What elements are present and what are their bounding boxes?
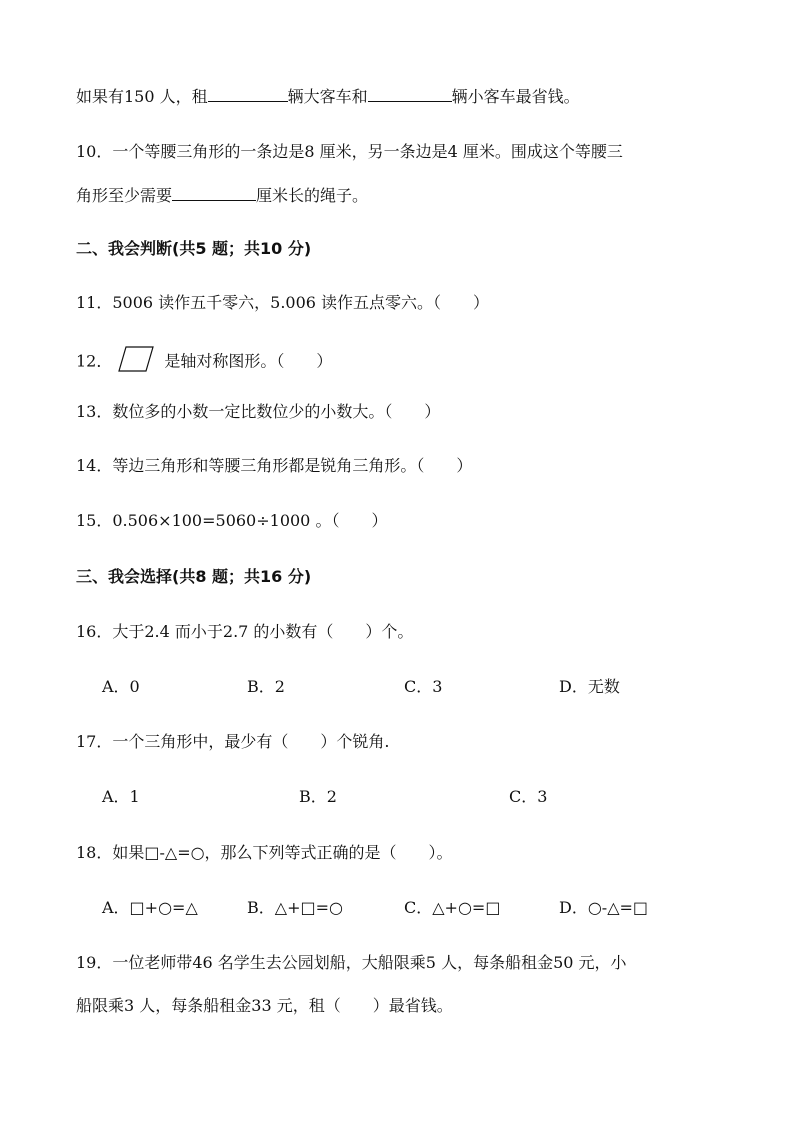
q9-blank-large-bus[interactable] [208, 85, 288, 102]
section2-heading: 二、我会判断(共5 题；共10 分) [76, 239, 312, 258]
q18-stem: 18．如果□-△=○，那么下列等式正确的是（ ）。 [76, 843, 453, 862]
q16-option-c[interactable]: C．3 [404, 677, 443, 696]
q10-line2 [76, 184, 368, 207]
q18-option-a[interactable]: A．□+○=△ [102, 898, 198, 917]
q16-option-b[interactable]: B．2 [247, 677, 285, 696]
q12-text: 是轴对称图形。（ ） [164, 351, 333, 371]
q17-option-b[interactable]: B．2 [299, 787, 337, 806]
q17-option-a[interactable]: A．1 [102, 787, 140, 806]
q19-line1: 19．一位老师带46 名学生去公园划船，大船限乘5 人，每条船租金50 元，小 [76, 953, 627, 972]
section3-heading: 三、我会选择(共8 题；共16 分) [76, 567, 312, 586]
q9-blank-small-bus[interactable] [368, 85, 452, 102]
q18-option-d[interactable]: D．○-△=□ [559, 898, 649, 917]
q10-text-post: 厘米长的绳子。 [256, 186, 369, 205]
q13-line: 13．数位多的小数一定比数位少的小数大。（ ） [76, 402, 441, 421]
q18-option-c[interactable]: C．△+○=□ [404, 898, 501, 917]
q16-option-d[interactable]: D．无数 [559, 677, 620, 696]
q12-line [76, 346, 332, 378]
q9-line [76, 85, 580, 108]
q10-line1: 10．一个等腰三角形的一条边是8 厘米，另一条边是4 厘米。围成这个等腰三 [76, 142, 623, 161]
q10-blank-rope[interactable] [172, 184, 256, 201]
q10-text-pre: 角形至少需要 [76, 186, 173, 205]
q11-line: 11．5006 读作五千零六，5.006 读作五点零六。（ ） [76, 293, 490, 312]
q16-option-a[interactable]: A．0 [102, 677, 140, 696]
q9-text-post: 辆小客车最省钱。 [451, 87, 580, 106]
q14-line: 14．等边三角形和等腰三角形都是锐角三角形。（ ） [76, 456, 473, 475]
q17-stem: 17．一个三角形中，最少有（ ）个锐角. [76, 732, 390, 751]
q15-line: 15．0.506×100=5060÷1000 。（ ） [76, 511, 388, 530]
q9-text-pre: 如果有150 人，租 [76, 87, 208, 106]
q9-text-mid: 辆大客车和 [287, 87, 368, 106]
q18-option-b[interactable]: B．△+□=○ [247, 898, 343, 917]
parallelogram-icon [118, 346, 154, 378]
q16-stem: 16．大于2.4 而小于2.7 的小数有（ ）个。 [76, 622, 414, 641]
q19-line2: 船限乘3 人，每条船租金33 元，租（ ）最省钱。 [76, 996, 453, 1015]
q12-number: 12． [76, 351, 113, 371]
q17-option-c[interactable]: C．3 [509, 787, 548, 806]
